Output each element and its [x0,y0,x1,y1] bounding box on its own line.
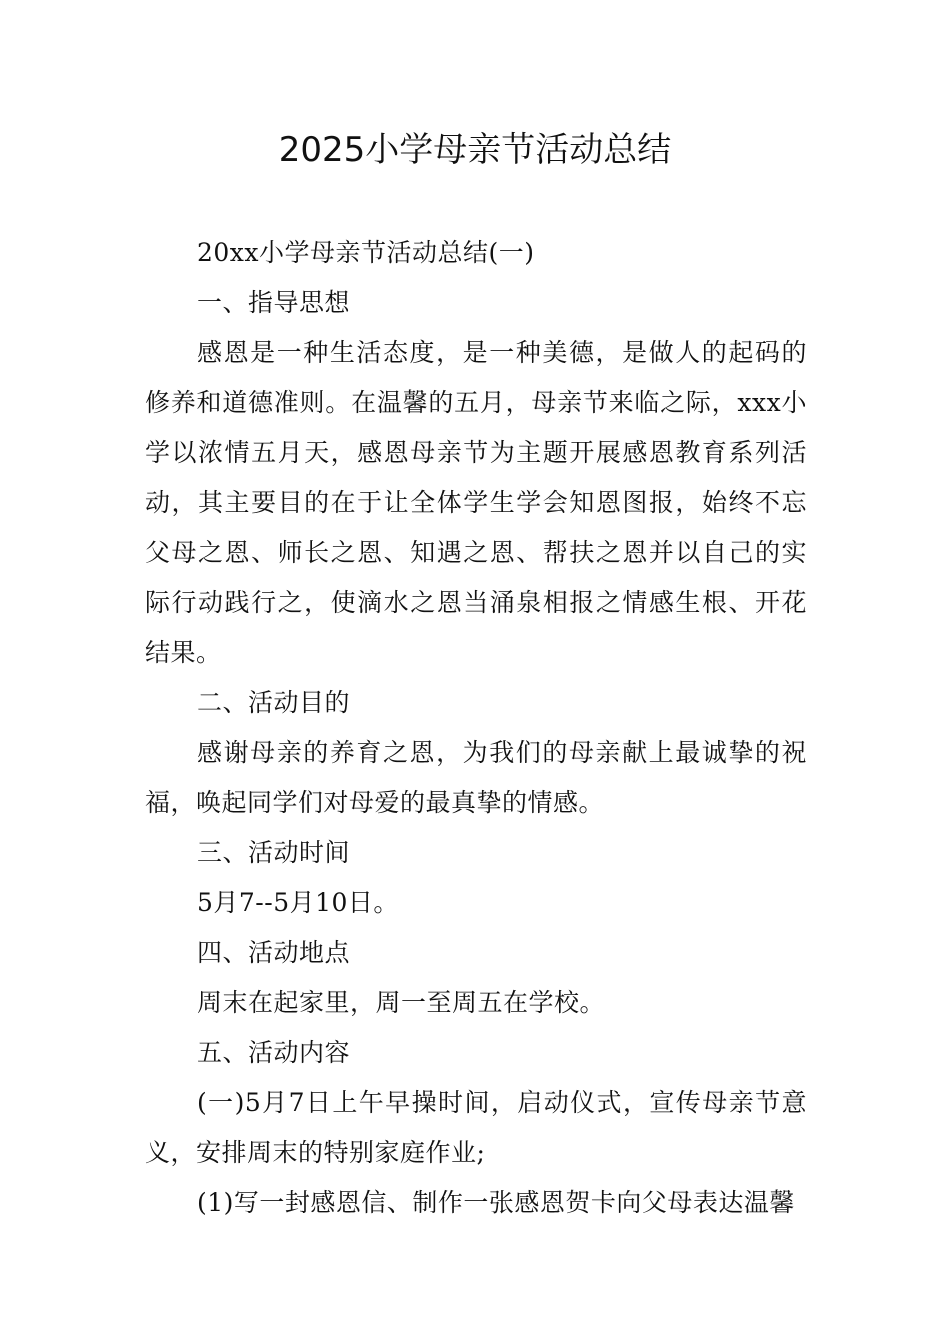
paragraph-guiding-ideology: 感恩是一种生活态度，是一种美德，是做人的起码的修养和道德准则。在温馨的五月，母亲节来临之际，xxx小学以浓情五月天，感恩母亲节为主题开展感恩教育系列活动，其主要目的在于让全体学生学会知恩图报，始终不忘父母之恩、师长之恩、知遇之恩、帮扶之恩并以自己的实际行动践行之，使滴水之恩当涌泉相报之情感生根、开花结果。 [145,338,807,667]
document-body [145,228,807,1228]
heading-guiding-ideology: 一、指导思想 [197,288,351,317]
heading-activity-location: 四、活动地点 [197,938,351,967]
heading-activity-time: 三、活动时间 [197,838,351,867]
paragraph-content-subitem-1: (1)写一封感恩信、制作一张感恩贺卡向父母表达温馨 [197,1188,795,1217]
heading-activity-content: 五、活动内容 [197,1038,351,1067]
paragraph-activity-time: 5月7--5月10日。 [197,888,399,917]
section-subtitle: 20xx小学母亲节活动总结(一) [197,238,535,267]
paragraph-activity-purpose: 感谢母亲的养育之恩，为我们的母亲献上最诚挚的祝福，唤起同学们对母爱的最真挚的情感。 [145,738,807,817]
heading-activity-purpose: 二、活动目的 [197,688,351,717]
paragraph-content-item-1: (一)5月7日上午早操时间，启动仪式，宣传母亲节意义，安排周末的特别家庭作业; [145,1088,807,1167]
document-title: 2025小学母亲节活动总结 [278,130,672,170]
paragraph-activity-location: 周末在起家里，周一至周五在学校。 [197,988,606,1017]
